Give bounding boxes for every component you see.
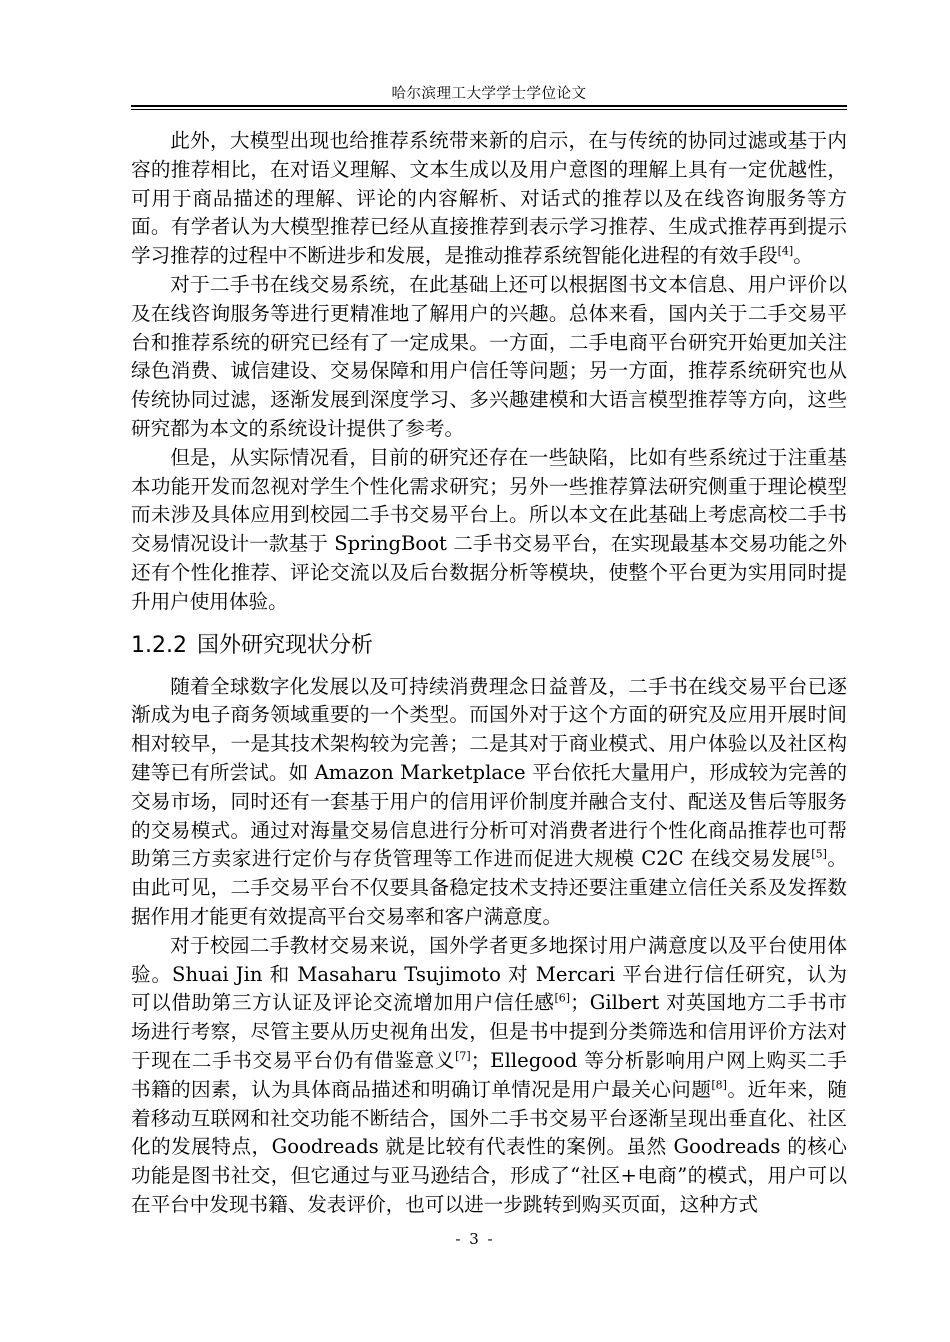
paragraph-3: 但是，从实际情况看，目前的研究还存在一些缺陷，比如有些系统过于注重基本功能开发而忽视对学生个性化需求研究；另外一些推荐算法研究侧重于理论模型而未涉及具体应用到校园二手书交易平台上。所以本文在此基础上考虑高校二手书交易情况设计一款基于 SpringBoot 二手书交易平台，在实现最基本交易功能之外还有个性化推荐、评论交流以及后台数据分析等模块，使整个平台更为实用同时提升用户使用体验。: [131, 445, 847, 613]
page-number: - 3 -: [455, 1230, 495, 1248]
section-title: 国外研究现状分析: [196, 632, 373, 658]
paragraph-1-tail: 。: [793, 244, 813, 268]
citation-7: [7]: [455, 1049, 471, 1063]
paragraph-1-text: 此外，大模型出现也给推荐系统带来新的启示，在与传统的协同过滤或基于内容的推荐相比，在对语义理解、文本生成以及用户意图的理解上具有一定优越性，可用于商品描述的理解、评论的内容解析、对话式的推荐以及在线咨询服务等方面。有学者认为大模型推荐已经从直接推荐到表示学习推荐、生成式推荐再到提示学习推荐的过程中不断进步和发展，是推动推荐系统智能化进程的有效手段: [131, 129, 847, 268]
paragraph-1: [131, 127, 847, 271]
header-rule-thin: [131, 109, 847, 110]
paragraph-5-text-b: ；Gilbert 对英国地方二手书市场进行考察，尽管主要从历史视角出发，但是书中提到分类筛选和信用评价方法对于现在二手书交易平台仍有借鉴意义: [131, 991, 847, 1072]
section-number: 1.2.2: [131, 632, 187, 658]
section-heading: [131, 631, 847, 661]
citation-6: [6]: [554, 991, 571, 1005]
paragraph-5-text-a: 对于校园二手教材交易来说，国外学者更多地探讨用户满意度以及平台使用体验。Shuai Jin 和 Masaharu Tsujimoto 对 Mercari 平台进行信任研究，认为可以借助第三方认证及评论交流增加用户信任感: [131, 933, 847, 1015]
citation-8: [8]: [711, 1078, 727, 1092]
paragraph-5-text-d: 。近年来，随着移动互联网和社交功能不断结合，国外二手书交易平台逐渐呈现出垂直化、社区化的发展特点，Goodreads 就是比较有代表性的案例。虽然 Goodreads 的核心功能是图书社交，但它通过与亚马逊结合，形成了“社区+电商”的模式，用户可以在平台中发现书籍、发表评价，也可以进一步跳转到购买页面，这种方式: [131, 1077, 848, 1216]
paragraph-2: 对于二手书在线交易系统，在此基础上还可以根据图书文本信息、用户评价以及在线咨询服务等进行更精准地了解用户的兴趣。总体来看，国内关于二手交易平台和推荐系统的研究已经有了一定成果。一方面，二手电商平台研究开始更加关注绿色消费、诚信建设、交易保障和用户信任等问题；另一方面，推荐系统研究也从传统协同过滤，逐渐发展到深度学习、多兴趣建模和大语言模型推荐等方向，这些研究都为本文的系统设计提供了参考。: [131, 272, 847, 440]
citation-4: [4]: [777, 244, 794, 258]
paragraph-4-tail: 。由此可见，二手交易平台不仅要具备稳定技术支持还要注重建立信任关系及发挥数据作用才能更有效提高平台交易率和客户满意度。: [131, 847, 848, 928]
body-text: [131, 127, 847, 1220]
paragraph-5: [131, 932, 847, 1220]
paragraph-5-text-c: ；Ellegood 等分析影响用户网上购买二手书籍的因素，认为具体商品描述和明确订单情况是用户最关心问题: [131, 1048, 847, 1101]
paragraph-4: [131, 673, 847, 932]
paragraph-4-text: 随着全球数字化发展以及可持续消费理念日益普及，二手书在线交易平台已逐渐成为电子商务领域重要的一个类型。而国外对于这个方面的研究及应用开展时间相对较早，一是其技术架构较为完善；二是其对于商业模式、用户体验以及社区构建等已有所尝试。如 Amazon Marketplace 平台依托大量用户，形成较为完善的交易市场，同时还有一套基于用户的信用评价制度并融合支付、配送及售后等服务的交易模式。通过对海量交易信息进行分析可对消费者进行个性化商品推荐也可帮助第三方卖家进行定价与存货管理等工作进而促进大规模 C2C 在线交易发展: [131, 674, 847, 871]
running-header: 哈尔滨理工大学学士学位论文: [391, 86, 587, 102]
citation-5: [5]: [811, 847, 827, 861]
header-rule: [131, 105, 847, 107]
